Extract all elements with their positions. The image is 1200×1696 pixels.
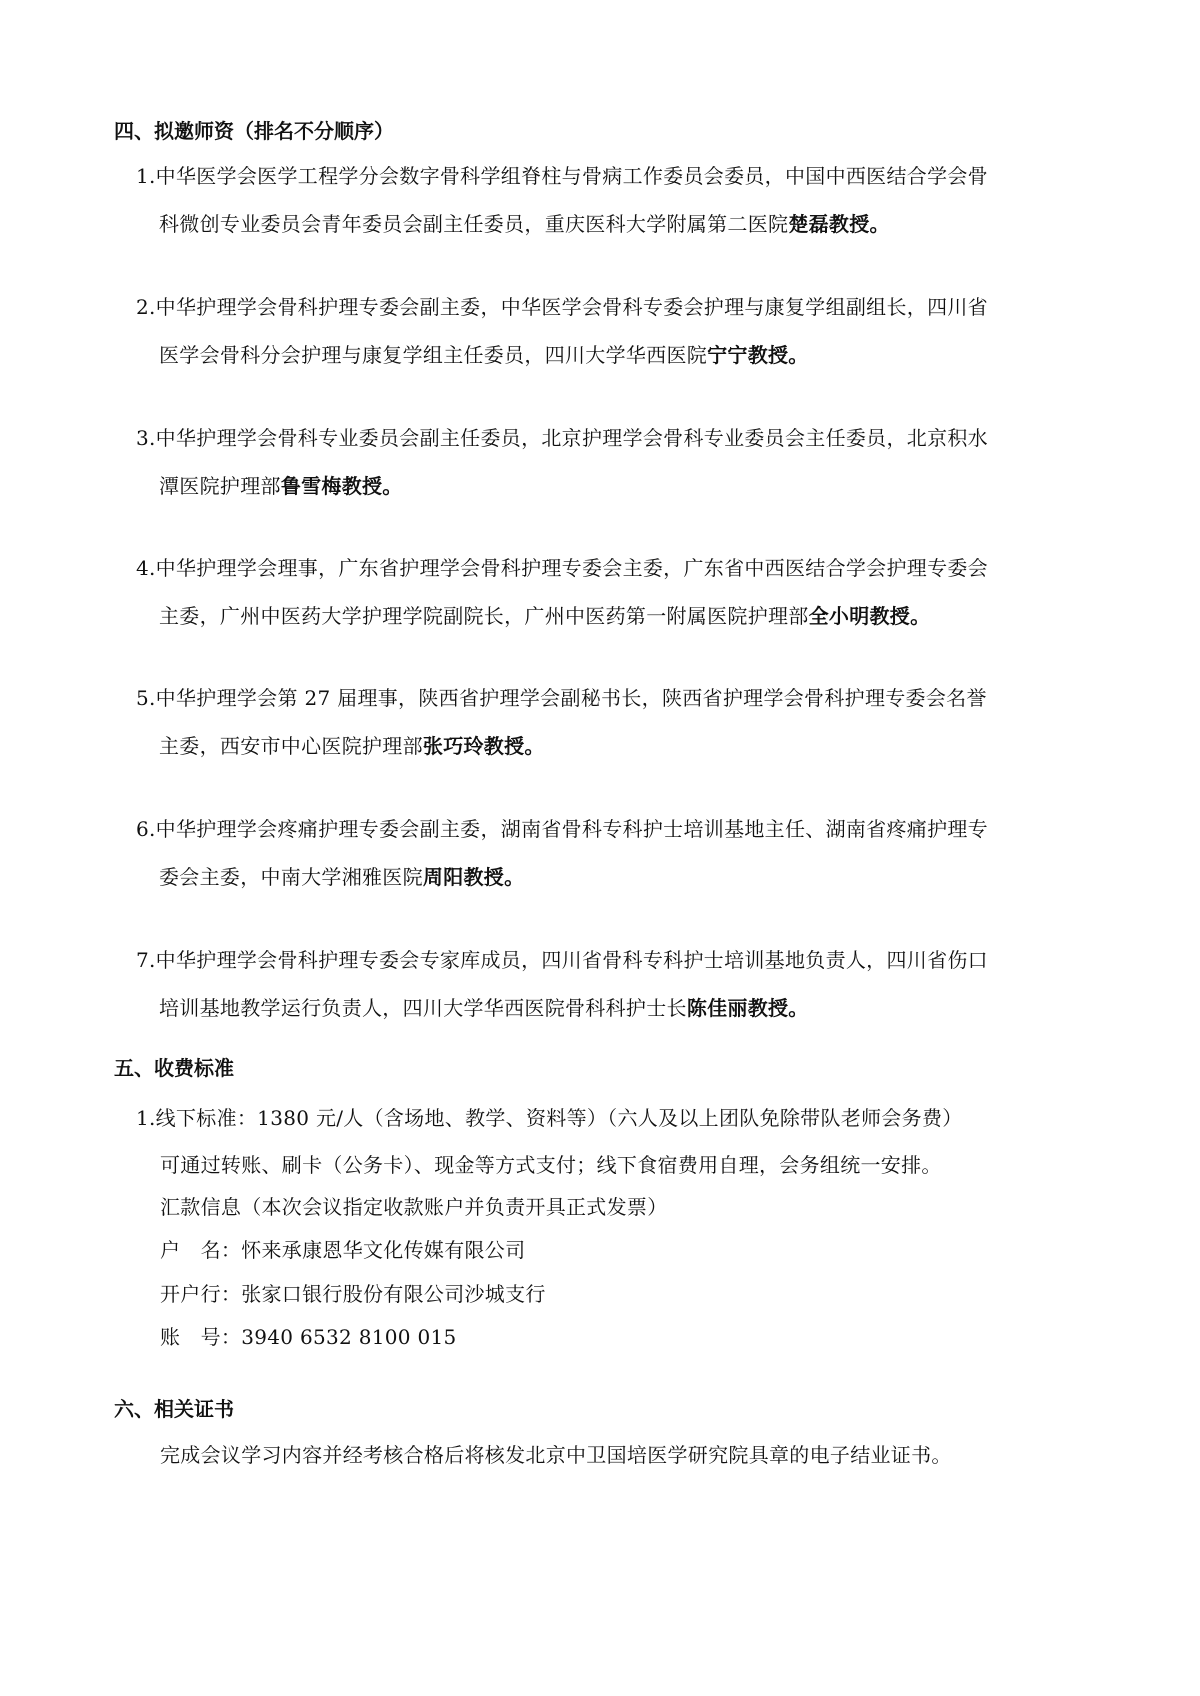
bank-line: 开户行：张家口银行股份有限公司沙城支行 bbox=[160, 1282, 546, 1306]
faculty-item-4-desc: 主委，广州中医药大学护理学院副院长，广州中医药第一附属医院护理部 bbox=[159, 604, 809, 628]
faculty-item-3-name: 鲁雪梅教授。 bbox=[280, 474, 403, 498]
faculty-item-2-line1: 2.中华护理学会骨科护理专委会副主委，中华医学会骨科专委会护理与康复学组副组长，四川省 bbox=[136, 295, 988, 319]
remittance-info-line: 汇款信息（本次会议指定收款账户并负责开具正式发票） bbox=[160, 1195, 668, 1219]
account-number-line: 账 号：3940 6532 8100 015 bbox=[160, 1325, 457, 1349]
faculty-item-2-line2 bbox=[136, 331, 1106, 379]
faculty-item-5-line1: 5.中华护理学会第 27 届理事，陕西省护理学会副秘书长，陕西省护理学会骨科护理专委会名誉 bbox=[136, 686, 987, 710]
faculty-item-7 bbox=[136, 936, 1106, 1032]
faculty-item-7-line2 bbox=[136, 984, 1106, 1032]
section5-title: 五、收费标准 bbox=[114, 1056, 234, 1080]
faculty-item-1-line1: 1.中华医学会医学工程学分会数字骨科学组脊柱与骨病工作委员会委员，中国中西医结合学会骨 bbox=[136, 164, 988, 188]
faculty-item-4-line2 bbox=[136, 592, 1106, 640]
faculty-item-6-name: 周阳教授。 bbox=[422, 865, 525, 889]
faculty-item-3-line1: 3.中华护理学会骨科专业委员会副主任委员，北京护理学会骨科专业委员会主任委员，北京积水 bbox=[136, 426, 988, 450]
certificate-text: 完成会议学习内容并经考核合格后将核发北京中卫国培医学研究院具章的电子结业证书。 bbox=[160, 1443, 952, 1467]
fee-standard-line: 1.线下标准：1380 元/人（含场地、教学、资料等）（六人及以上团队免除带队老师会务费） bbox=[136, 1106, 963, 1130]
faculty-item-6-desc: 委会主委，中南大学湘雅医院 bbox=[159, 865, 423, 889]
faculty-item-3-line2 bbox=[136, 462, 1106, 510]
faculty-item-7-line1: 7.中华护理学会骨科护理专委会专家库成员，四川省骨科专科护士培训基地负责人，四川省伤口 bbox=[136, 948, 988, 972]
faculty-item-1 bbox=[136, 152, 1106, 248]
section4-title: 四、拟邀师资（排名不分顺序） bbox=[114, 119, 394, 143]
faculty-item-5-desc: 主委，西安市中心医院护理部 bbox=[159, 734, 423, 758]
faculty-item-2 bbox=[136, 283, 1106, 379]
faculty-item-1-name: 楚磊教授。 bbox=[788, 212, 890, 236]
section6-title: 六、相关证书 bbox=[114, 1397, 234, 1421]
payment-methods-line: 可通过转账、刷卡（公务卡）、现金等方式支付；线下食宿费用自理，会务组统一安排。 bbox=[160, 1153, 942, 1177]
faculty-item-1-desc: 科微创专业委员会青年委员会副主任委员，重庆医科大学附属第二医院 bbox=[159, 212, 789, 236]
faculty-item-4-line1: 4.中华护理学会理事，广东省护理学会骨科护理专委会主委，广东省中西医结合学会护理专委会 bbox=[136, 556, 988, 580]
faculty-item-4 bbox=[136, 544, 1106, 640]
faculty-item-1-line2 bbox=[136, 200, 1106, 248]
faculty-item-7-desc: 培训基地教学运行负责人，四川大学华西医院骨科科护士长 bbox=[159, 996, 687, 1020]
faculty-item-2-name: 宁宁教授。 bbox=[707, 343, 809, 367]
faculty-item-5 bbox=[136, 674, 1106, 770]
faculty-item-6-line2 bbox=[136, 853, 1106, 901]
faculty-item-3 bbox=[136, 414, 1106, 510]
faculty-item-5-name: 张巧玲教授。 bbox=[422, 734, 545, 758]
faculty-item-6 bbox=[136, 805, 1106, 901]
faculty-item-6-line1: 6.中华护理学会疼痛护理专委会副主委，湖南省骨科专科护士培训基地主任、湖南省疼痛护理专 bbox=[136, 817, 988, 841]
faculty-item-3-desc: 潭医院护理部 bbox=[159, 474, 281, 498]
faculty-item-4-name: 全小明教授。 bbox=[808, 604, 931, 628]
faculty-item-7-name: 陈佳丽教授。 bbox=[686, 996, 809, 1020]
faculty-item-2-desc: 医学会骨科分会护理与康复学组主任委员，四川大学华西医院 bbox=[159, 343, 708, 367]
account-name-line: 户 名：怀来承康恩华文化传媒有限公司 bbox=[160, 1238, 526, 1262]
faculty-item-5-line2 bbox=[136, 722, 1106, 770]
